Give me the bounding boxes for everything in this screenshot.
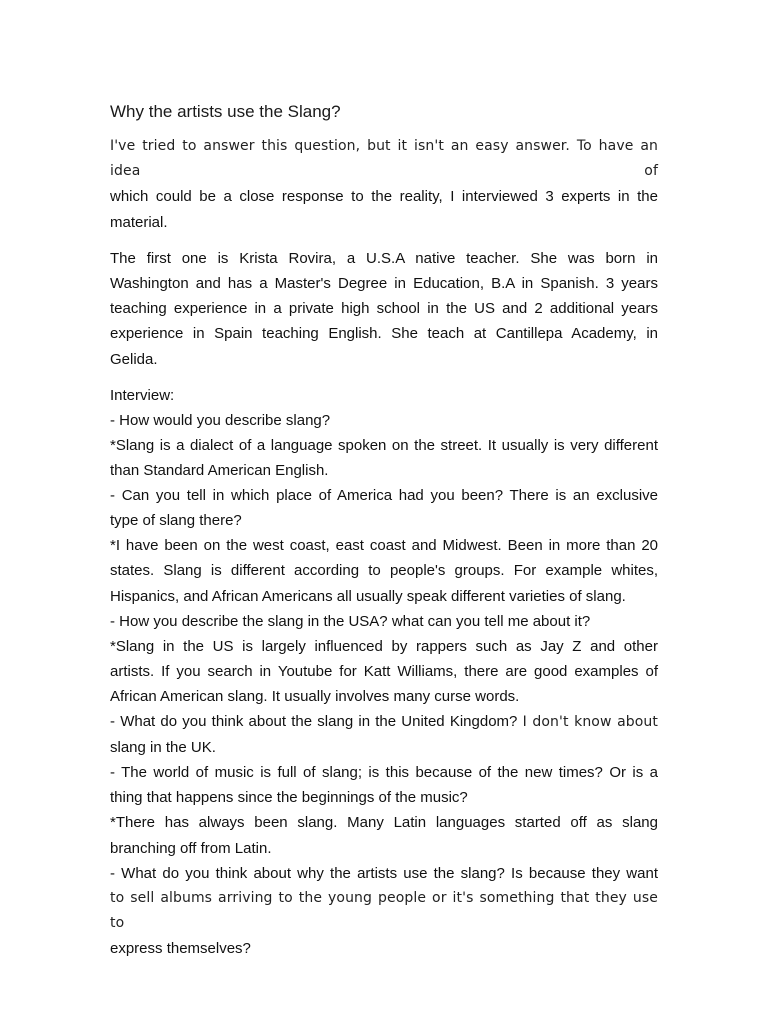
intro-line: which could be a close response to the reality, I interviewed 3 experts in the [110,188,658,206]
answer-1-line: than Standard American English. [110,462,329,480]
answer-3-line: African American slang. It usually involves many curse words. [110,687,520,705]
answer-3-line: *Slang in the US is largely influenced by rappers such as Jay Z and other [110,637,658,655]
intro-line: I've tried to answer this question, but it isn't an easy answer. To have an idea of [110,138,658,180]
answer-3-line: artists. If you search in Youtube for Katt Williams, there are good examples of [110,662,658,680]
question-3: - How you describe the slang in the USA? what can you tell me about it? [110,612,591,630]
expert-line: teaching experience in a private high school in the US and 2 additional years [110,300,658,318]
question-6-line: to sell albums arriving to the young people or it's something that they use to [110,889,658,931]
question-6-line: express themselves? [110,939,251,957]
question-5-line: thing that happens since the beginnings of the music? [110,789,468,807]
question-4-line [110,709,658,735]
expert-line: Washington and has a Master's Degree in Education, B.A in Spanish. 3 years [110,275,658,293]
answer-5-line: *There has always been slang. Many Latin languages started off as slang [110,814,658,832]
expert-paragraph [110,246,658,372]
question-1: - How would you describe slang? [110,411,331,429]
interview-section [110,383,658,961]
expert-line: experience in Spain teaching English. She teach at Cantillepa Academy, in [110,325,658,343]
expert-line: The first one is Krista Rovira, a U.S.A native teacher. She was born in [110,249,658,267]
expert-line: Gelida. [110,350,158,368]
answer-4-text: I don't know about [522,714,658,731]
answer-4-line: slang in the UK. [110,739,216,757]
intro-line: material. [110,213,168,231]
document-title: Why the artists use the Slang? [110,102,341,121]
question-2-line: type of slang there? [110,512,242,530]
answer-2-line: Hispanics, and African Americans all usually speak different varieties of slang. [110,587,626,605]
intro-paragraph [110,134,658,235]
question-5-line: - The world of music is full of slang; is this because of the new times? Or is a [110,764,658,782]
document-page [110,100,658,961]
question-6-line: - What do you think about why the artists use the slang? Is because they want [110,864,658,882]
answer-1-line: *Slang is a dialect of a language spoken on the street. It usually is very different [110,437,658,455]
question-4-text: - What do you think about the slang in the United Kingdom? [110,713,523,731]
question-2-line: - Can you tell in which place of America had you been? There is an exclusive [110,487,658,505]
answer-5-line: branching off from Latin. [110,839,272,857]
answer-2-line: *I have been on the west coast, east coast and Midwest. Been in more than 20 [110,537,658,555]
answer-2-line: states. Slang is different according to people's groups. For example whites, [110,562,658,580]
interview-heading: Interview: [110,386,175,404]
